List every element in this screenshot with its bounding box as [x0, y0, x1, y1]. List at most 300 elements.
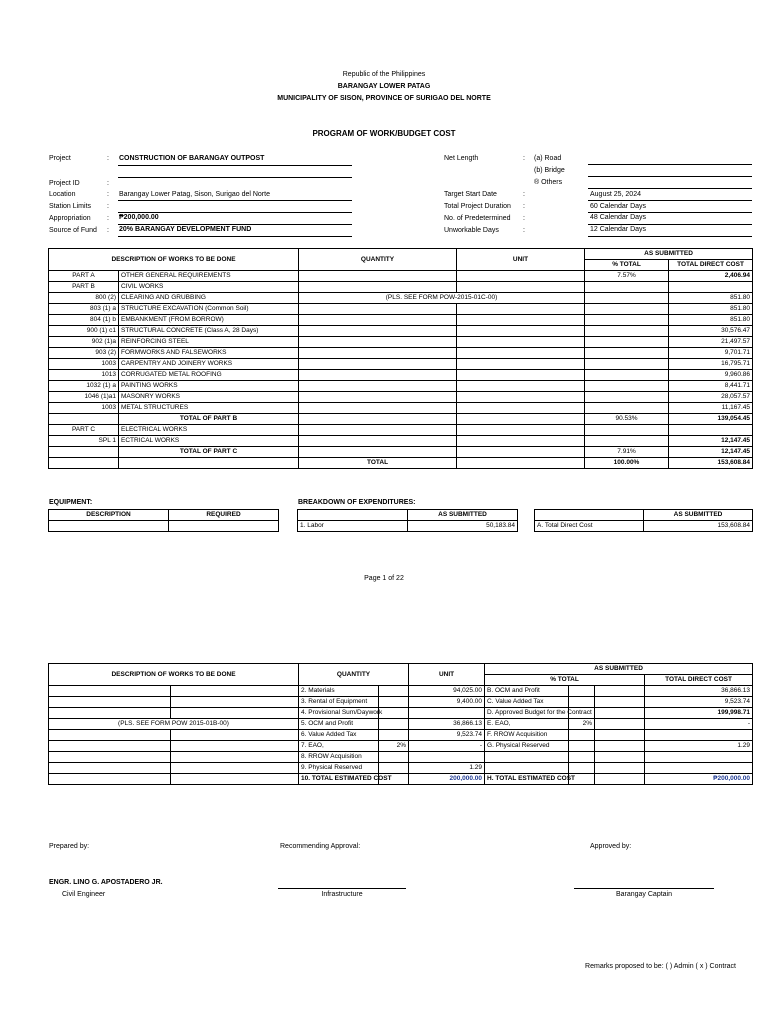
desc-cell — [171, 763, 299, 774]
row-code: PART A — [49, 271, 119, 282]
row-pct-total — [585, 425, 669, 436]
desc-cell — [171, 686, 299, 697]
table-row — [49, 774, 753, 785]
table-row — [49, 741, 753, 752]
row-direct-cost: 2,406.94 — [669, 271, 753, 282]
expenditure-pct — [379, 686, 409, 697]
summary-blank — [595, 730, 645, 741]
summary-value: 9,523.74 — [645, 697, 753, 708]
row-pct-total — [585, 370, 669, 381]
row-pct-total — [585, 359, 669, 370]
summary-blank — [595, 708, 645, 719]
underline — [118, 200, 352, 201]
row-direct-cost: 21,497.57 — [669, 337, 753, 348]
info-value-duration: 60 Calendar Days — [590, 203, 647, 210]
row-code: 1003 — [49, 403, 119, 414]
summary-label — [485, 752, 569, 763]
row-quantity — [299, 315, 457, 326]
underline — [118, 165, 352, 166]
expenditure-label: 9. Physical Reserved — [299, 763, 379, 774]
row-code — [49, 414, 119, 425]
summary-pct: 2% — [569, 719, 595, 730]
row-unit — [457, 359, 585, 370]
expenditure-pct: 2% — [379, 741, 409, 752]
municipality-name: MUNICIPALITY OF SISON, PROVINCE OF SURIGAO DEL NORTE — [277, 95, 491, 102]
summary-pct — [569, 752, 595, 763]
info-label-unworkable: Unworkable Days — [444, 227, 499, 234]
expenditure-pct — [379, 708, 409, 719]
row-quantity — [299, 326, 457, 337]
colon: : — [107, 215, 109, 222]
row-unit — [457, 403, 585, 414]
row-description: REINFORCING STEEL — [119, 337, 299, 348]
info-label-start-date: Target Start Date — [444, 191, 497, 198]
row-description: CIVIL WORKS — [119, 282, 299, 293]
table-row — [49, 403, 753, 414]
page-title: PROGRAM OF WORK/BUDGET COST — [312, 129, 456, 138]
row-description: METAL STRUCTURES — [119, 403, 299, 414]
row-description: PAINTING WORKS — [119, 381, 299, 392]
expenditure-pct — [379, 752, 409, 763]
expenditure-value — [409, 708, 485, 719]
summary-blank — [595, 752, 645, 763]
grand-total-label: TOTAL — [299, 458, 457, 469]
summary-pct — [569, 730, 595, 741]
desc-cell — [49, 730, 171, 741]
row-direct-cost: 9,960.86 — [669, 370, 753, 381]
net-length-others: ® Others — [534, 179, 563, 186]
row-quantity — [299, 370, 457, 381]
underline — [588, 176, 752, 177]
row-unit — [457, 381, 585, 392]
row-quantity — [299, 359, 457, 370]
row-quantity — [299, 282, 457, 293]
preparer-name: ENGR. LINO G. APOSTADERO JR. — [49, 879, 163, 886]
net-length-bridge: (b) Bridge — [534, 167, 565, 174]
expenditure-pct — [379, 730, 409, 741]
summary-label — [485, 763, 569, 774]
p2-col-header-description: DESCRIPTION OF WORKS TO BE DONE — [49, 664, 299, 686]
expenditure-label: 3. Rental of Equipment — [299, 697, 379, 708]
row-quantity — [299, 425, 457, 436]
desc-cell — [171, 741, 299, 752]
p2-col-header-total-direct-cost: TOTAL DIRECT COST — [645, 675, 753, 686]
expenditure-value: 36,866.13 — [409, 719, 485, 730]
row-direct-cost: 9,701.71 — [669, 348, 753, 359]
row-total-label: TOTAL OF PART B — [119, 414, 299, 425]
info-label-project: Project — [49, 155, 71, 162]
table-row — [49, 282, 753, 293]
row-code: 1003 — [49, 359, 119, 370]
net-length-road: (a) Road — [534, 155, 562, 162]
desc-cell — [171, 697, 299, 708]
row-code: 1046 (1)a1 — [49, 392, 119, 403]
expenditure-pct — [379, 763, 409, 774]
row-direct-cost: 8,441.71 — [669, 381, 753, 392]
row-unit — [457, 271, 585, 282]
info-value-source-of-fund: 20% BARANGAY DEVELOPMENT FUND — [119, 226, 252, 233]
summary-blank — [595, 697, 645, 708]
works-table — [48, 248, 753, 469]
grand-total-pct: 100.00% — [585, 458, 669, 469]
colon: : — [107, 191, 109, 198]
summary-pct — [569, 697, 595, 708]
row-unit — [457, 315, 585, 326]
row-unit — [457, 348, 585, 359]
expenditure-value: 200,000.00 — [409, 774, 485, 785]
row-direct-cost: 851.80 — [669, 293, 753, 304]
info-label-appropriation: Appropriation — [49, 215, 91, 222]
info-label-project-id: Project ID — [49, 180, 80, 187]
row-unit — [457, 282, 585, 293]
breakdown-as-submitted: AS SUBMITTED — [408, 510, 518, 521]
summary-label: F. RROW Acquisition — [485, 730, 569, 741]
col-header-quantity: QUANTITY — [299, 249, 457, 271]
row-code: 804 (1) b — [49, 315, 119, 326]
row-direct-cost: 11,167.45 — [669, 403, 753, 414]
desc-cell — [49, 763, 171, 774]
row-pct-total: 7.91% — [585, 447, 669, 458]
colon: : — [107, 227, 109, 234]
row-code: SPL 1 — [49, 436, 119, 447]
row-pct-total: 90.53% — [585, 414, 669, 425]
row-description: CORRUGATED METAL ROOFING — [119, 370, 299, 381]
underline — [118, 224, 352, 225]
row-description: FORMWORKS AND FALSEWORKS — [119, 348, 299, 359]
row-unit — [457, 326, 585, 337]
desc-cell — [171, 752, 299, 763]
desc-cell — [49, 774, 171, 785]
preparer-title: Civil Engineer — [62, 891, 106, 898]
table-row — [49, 271, 753, 282]
colon: : — [523, 203, 525, 210]
col-header-unit: UNIT — [457, 249, 585, 271]
row-pct-total — [585, 293, 669, 304]
row-code: 1032 (1) a — [49, 381, 119, 392]
p2-col-header-as-submitted: AS SUBMITTED — [485, 664, 753, 675]
direct-label: A. Total Direct Cost — [535, 521, 644, 532]
grand-total-cost: 153,608.84 — [669, 458, 753, 469]
colon: : — [107, 203, 109, 210]
info-value-start-date: August 25, 2024 — [590, 191, 641, 198]
info-value-appropriation: ₱200,000.00 — [119, 214, 159, 221]
expenditure-value: 1.29 — [409, 763, 485, 774]
row-unit — [457, 447, 585, 458]
summary-value — [645, 730, 753, 741]
summary-blank — [595, 741, 645, 752]
row-quantity — [299, 304, 457, 315]
expenditure-value: 94,025.00 — [409, 686, 485, 697]
breakdown-blank — [298, 510, 408, 521]
works-header-row — [49, 249, 753, 260]
summary-value: 36,866.13 — [645, 686, 753, 697]
row-pct-total — [585, 326, 669, 337]
equipment-col-required: REQUIRED — [169, 510, 279, 521]
direct-as-submitted: AS SUBMITTED — [644, 510, 753, 521]
expenditure-label: 5. OCM and Profit — [299, 719, 379, 730]
summary-label: G. Physical Reserved — [485, 741, 569, 752]
table-row — [49, 719, 753, 730]
table-row — [49, 752, 753, 763]
row-code: 800 (2) — [49, 293, 119, 304]
info-value-unworkable: 12 Calendar Days — [590, 226, 647, 233]
table-row — [49, 436, 753, 447]
row-quantity — [299, 436, 457, 447]
underline — [588, 224, 752, 225]
row-code: PART B — [49, 282, 119, 293]
expenditure-pct — [379, 697, 409, 708]
row-unit — [457, 392, 585, 403]
expenditure-label: 2. Materials — [299, 686, 379, 697]
row-description: ELECTRICAL WORKS — [119, 425, 299, 436]
summary-label: E. EAO, — [485, 719, 569, 730]
desc-cell — [49, 752, 171, 763]
row-direct-cost — [669, 282, 753, 293]
summary-label: C. Value Added Tax — [485, 697, 569, 708]
colon: : — [107, 180, 109, 187]
row-quantity — [299, 381, 457, 392]
pow-form-note: (PLS. SEE FORM POW 2015-01B-00) — [49, 719, 299, 730]
col-header-as-submitted: AS SUBMITTED — [585, 249, 753, 260]
direct-cost-table — [534, 509, 753, 532]
summary-pct — [569, 686, 595, 697]
expenditure-value: - — [409, 741, 485, 752]
summary-label: D. Approved Budget for the Contract — [485, 708, 569, 719]
row-pct-total — [585, 304, 669, 315]
grand-total-row — [49, 458, 753, 469]
prepared-by-label: Prepared by: — [49, 843, 90, 850]
row-quantity — [299, 392, 457, 403]
row-description: MASONRY WORKS — [119, 392, 299, 403]
desc-cell — [49, 686, 171, 697]
summary-value: ₱200,000.00 — [645, 774, 753, 785]
expenditure-label: 6. Value Added Tax — [299, 730, 379, 741]
row-unit — [457, 337, 585, 348]
table-row — [49, 730, 753, 741]
row-code: 903 (2) — [49, 348, 119, 359]
underline — [588, 200, 752, 201]
desc-cell — [171, 708, 299, 719]
row-direct-cost — [669, 425, 753, 436]
page-number: Page 1 of 22 — [364, 575, 404, 582]
colon: : — [523, 227, 525, 234]
underline — [588, 212, 752, 213]
col-header-description: DESCRIPTION OF WORKS TO BE DONE — [49, 249, 299, 271]
col-header-total-direct-cost: TOTAL DIRECT COST — [669, 260, 753, 271]
remarks: Remarks proposed to be: ( ) Admin ( x ) Contract — [585, 963, 736, 970]
expenditure-label: 8. RROW Acquisition — [299, 752, 379, 763]
table-row — [49, 326, 753, 337]
equipment-title: EQUIPMENT: — [49, 499, 93, 506]
row-pct-total — [585, 337, 669, 348]
table-row — [49, 425, 753, 436]
table-row — [49, 337, 753, 348]
row-unit — [457, 370, 585, 381]
row-blank — [119, 458, 299, 469]
equipment-col-description: DESCRIPTION — [49, 510, 169, 521]
info-label-station: Station Limits — [49, 203, 92, 210]
row-description: ECTRICAL WORKS — [119, 436, 299, 447]
row-code — [49, 447, 119, 458]
expenditure-value — [409, 752, 485, 763]
expenditure-label: 7. EAO, — [299, 741, 379, 752]
summary-blank — [595, 774, 645, 785]
row-code: PART C — [49, 425, 119, 436]
summary-pct — [569, 741, 595, 752]
row-direct-cost: 851.80 — [669, 315, 753, 326]
breakdown-labor-value: 50,183.84 — [408, 521, 518, 532]
table-row — [49, 392, 753, 403]
row-quantity — [299, 348, 457, 359]
row-direct-cost: 16,795.71 — [669, 359, 753, 370]
recommender-title: Infrastructure — [321, 891, 363, 898]
row-pct-total — [585, 381, 669, 392]
table-row — [49, 763, 753, 774]
desc-cell — [49, 697, 171, 708]
summary-table — [48, 663, 753, 785]
colon: : — [523, 215, 525, 222]
row-direct-cost: 139,054.45 — [669, 414, 753, 425]
row-direct-cost: 28,057.57 — [669, 392, 753, 403]
row-quantity — [299, 447, 457, 458]
expenditure-pct — [379, 719, 409, 730]
table-row — [49, 348, 753, 359]
recommending-label: Recommending Approval: — [280, 843, 361, 850]
underline — [118, 177, 352, 178]
info-label-location: Location — [49, 191, 76, 198]
row-code: 902 (1)a — [49, 337, 119, 348]
info-value-project: CONSTRUCTION OF BARANGAY OUTPOST — [119, 155, 265, 162]
row-description: STRUCTURAL CONCRETE (Class A, 28 Days) — [119, 326, 299, 337]
direct-value: 153,608.84 — [644, 521, 753, 532]
row-direct-cost: 851.80 — [669, 304, 753, 315]
table-row — [49, 304, 753, 315]
summary-value: 199,998.71 — [645, 708, 753, 719]
row-description: EMBANKMENT (FROM BORROW) — [119, 315, 299, 326]
row-pct-total: 7.57% — [585, 271, 669, 282]
breakdown-labor-label: 1. Labor — [298, 521, 408, 532]
row-direct-cost: 12,147.45 — [669, 447, 753, 458]
equipment-table — [48, 509, 279, 532]
table-row — [49, 414, 753, 425]
row-code: 803 (1) a — [49, 304, 119, 315]
underline — [118, 236, 352, 237]
barangay-name: BARANGAY LOWER PATAG — [337, 83, 431, 90]
row-pct-total — [585, 348, 669, 359]
summary-value — [645, 752, 753, 763]
underline — [588, 236, 752, 237]
expenditure-value: 9,400.00 — [409, 697, 485, 708]
row-direct-cost: 30,576.47 — [669, 326, 753, 337]
summary-header-row — [49, 664, 753, 675]
equipment-cell — [49, 521, 169, 532]
direct-blank — [535, 510, 644, 521]
table-row — [49, 686, 753, 697]
recommender-signature-line — [278, 888, 406, 889]
row-pct-total — [585, 315, 669, 326]
row-description: OTHER GENERAL REQUIREMENTS — [119, 271, 299, 282]
summary-blank — [595, 686, 645, 697]
row-unit — [457, 458, 585, 469]
summary-blank — [595, 719, 645, 730]
approver-signature-line — [574, 888, 714, 889]
summary-pct — [569, 763, 595, 774]
summary-label: H. TOTAL ESTIMATED COST — [485, 774, 569, 785]
row-pct-total — [585, 403, 669, 414]
row-total-label: TOTAL OF PART C — [119, 447, 299, 458]
row-pct-total — [585, 392, 669, 403]
p2-col-header-unit: UNIT — [409, 664, 485, 686]
approved-by-label: Approved by: — [590, 843, 632, 850]
row-description: CARPENTRY AND JOINERY WORKS — [119, 359, 299, 370]
info-label-predetermined: No. of Predetermined — [444, 215, 511, 222]
table-row — [49, 370, 753, 381]
summary-value: 1.29 — [645, 741, 753, 752]
summary-value: - — [645, 719, 753, 730]
colon: : — [523, 155, 525, 162]
table-row — [49, 293, 753, 304]
col-header-pct-total: % TOTAL — [585, 260, 669, 271]
expenditure-label: 10. TOTAL ESTIMATED COST — [299, 774, 379, 785]
row-unit — [457, 425, 585, 436]
row-pct-total — [585, 282, 669, 293]
summary-value — [645, 763, 753, 774]
row-code: 900 (1) c1 — [49, 326, 119, 337]
desc-cell — [171, 730, 299, 741]
table-row — [49, 697, 753, 708]
p2-col-header-pct-total: % TOTAL — [485, 675, 645, 686]
row-description: CLEARING AND GRUBBING — [119, 293, 299, 304]
info-value-location: Barangay Lower Patag, Sison, Surigao del Norte — [119, 191, 270, 198]
breakdown-table — [297, 509, 518, 532]
row-quantity — [299, 337, 457, 348]
row-unit — [457, 436, 585, 447]
row-code — [49, 458, 119, 469]
table-row — [49, 708, 753, 719]
equipment-cell — [169, 521, 279, 532]
desc-cell — [171, 774, 299, 785]
underline — [588, 164, 752, 165]
info-label-duration: Total Project Duration — [444, 203, 511, 210]
row-code: 1013 — [49, 370, 119, 381]
info-value-predetermined: 48 Calendar Days — [590, 214, 647, 221]
desc-cell — [49, 741, 171, 752]
row-pct-total — [585, 436, 669, 447]
table-row — [49, 359, 753, 370]
table-row — [49, 447, 753, 458]
row-unit — [457, 414, 585, 425]
summary-blank — [595, 763, 645, 774]
approver-title: Barangay Captain — [615, 891, 673, 898]
colon: : — [107, 155, 109, 162]
info-label-source-of-fund: Source of Fund — [49, 227, 97, 234]
underline — [118, 212, 352, 213]
row-unit — [457, 304, 585, 315]
desc-cell — [49, 708, 171, 719]
row-description: STRUCTURE EXCAVATION (Common Soil) — [119, 304, 299, 315]
republic-text: Republic of the Philippines — [342, 71, 426, 78]
table-row — [49, 381, 753, 392]
summary-label: B. OCM and Profit — [485, 686, 569, 697]
row-quantity — [299, 414, 457, 425]
p2-col-header-quantity: QUANTITY — [299, 664, 409, 686]
net-length-label: Net Length — [444, 155, 479, 162]
underline — [588, 188, 752, 189]
row-quantity — [299, 403, 457, 414]
row-direct-cost: 12,147.45 — [669, 436, 753, 447]
colon: : — [523, 191, 525, 198]
table-row — [49, 315, 753, 326]
